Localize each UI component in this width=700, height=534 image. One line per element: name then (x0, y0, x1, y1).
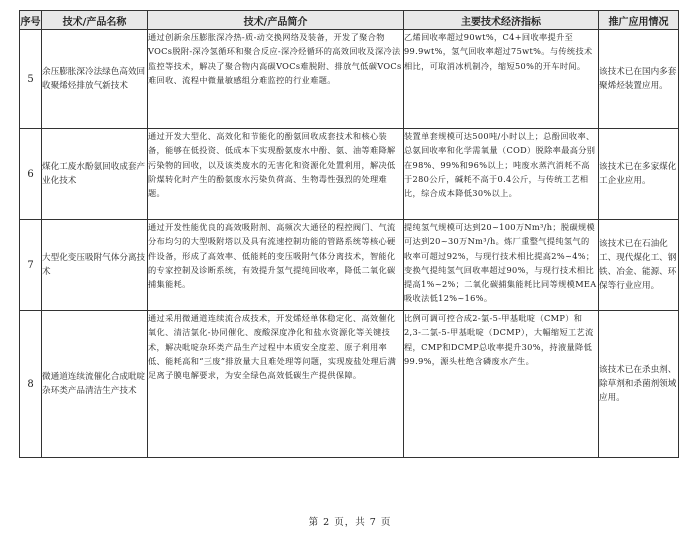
tech-status: 该技术已在国内多套聚烯烃装置应用。 (599, 30, 679, 129)
header-intro: 技术/产品简介 (148, 11, 404, 30)
page-footer: 第 2 页，共 7 页 (308, 517, 392, 528)
row-number: 6 (20, 129, 42, 220)
tech-intro: 通过开发大型化、高效化和节能化的酚氨回收成套技术和核心装备，能够在低投资、低成本下实现酚氨废水中酚、氨、油等难降解污染物的回收，以及该类废水的无害化和资源化处置利用，解决低阶煤转化时产生的酚氨废水污染负荷高、生物毒性强烈的处理难题。 (148, 129, 404, 220)
tech-intro: 通过创新余压膨胀深冷热-质-动交换网络及装备，开发了聚合物VOCs脱附-深冷氢循环和聚合反应-深冷烃循环的高效回收及深冷法监控等技术，解决了聚合物内高碳VOCs难脱附、排放气低碳VOCs难回收、流程中微量敏感组分难监控的行业难题。 (148, 30, 404, 129)
tech-indicators: 比例可调可控合成2-氯-5-甲基吡啶（CMP）和2,3-二氯-5-甲基吡啶（DCMP），大幅缩短工艺流程，CMP和DCMP总收率提升30%，持液量降低99.9%，源头杜绝含磷废水产生。 (404, 311, 599, 458)
row-number: 5 (20, 30, 42, 129)
tech-intro: 通过采用微通道连续流合成技术，开发烯烃单体稳定化、高效催化氧化、清洁氯化-协同催化、废酸深度净化和盐水资源化等关键技术，解决吡啶杂环类产品生产过程中本质安全度差、原子利用率低、能耗高和“三废”排放量大且难处理等问题，实现废盐处理后满足离子膜电解要求，为安全绿色高效低碳生产提供保障。 (148, 311, 404, 458)
tech-name: 余压膨胀深冷法绿色高效回收聚烯烃排放气新技术 (42, 30, 148, 129)
table-row (20, 30, 679, 129)
tech-status: 该技术已在杀虫剂、除草剂和杀菌剂领域应用。 (599, 311, 679, 458)
table-row (20, 311, 679, 458)
header-indicators: 主要技术经济指标 (404, 11, 599, 30)
tech-intro: 通过开发性能优良的高效吸附剂、高频次大通径的程控阀门、气流分布均匀的大型吸附塔以及具有流速控制功能的管路系统等核心硬件设备，形成了高效率、低能耗的变压吸附气体分离技术，智能化的专家控制及诊断系统，有效提升氢气提纯回收率，降低二氧化碳捕集能耗。 (148, 220, 404, 311)
table-header-row (20, 11, 679, 30)
tech-indicators: 提纯氢气规模可达到20~100万Nm³/h；脱碳规模可达到20~30万Nm³/h。炼厂重整气提纯氢气的收率可超过92%，与现行技术相比提高2%~4%；变换气提纯氢气回收率超过90%，与现行技术相比提高1%~2%；二氧化碳捕集能耗比同等规模MEA吸收法低12%~16%。 (404, 220, 599, 311)
table-row (20, 129, 679, 220)
tech-name: 煤化工废水酚氨回收成套产业化技术 (42, 129, 148, 220)
technology-table (19, 10, 679, 458)
tech-name: 大型化变压吸附气体分离技术 (42, 220, 148, 311)
row-number: 8 (20, 311, 42, 458)
table-row (20, 220, 679, 311)
tech-status: 该技术已在多家煤化工企业应用。 (599, 129, 679, 220)
row-number: 7 (20, 220, 42, 311)
tech-name: 微通道连续流催化合成吡啶杂环类产品清洁生产技术 (42, 311, 148, 458)
header-no: 序号 (20, 11, 42, 30)
header-name: 技术/产品名称 (42, 11, 148, 30)
tech-indicators: 装置单套规模可达500吨/小时以上；总酚回收率、总氨回收率和化学需氧量（COD）脱除率最高分别在98%、99%和96%以上；吨废水蒸汽消耗不高于280公斤，碱耗不高于0.4公斤，与传统工艺相比，综合成本降低30%以上。 (404, 129, 599, 220)
header-status: 推广应用情况 (599, 11, 679, 30)
tech-indicators: 乙烯回收率超过90wt%，C4+回收率提升至99.9wt%，氢气回收率超过75wt%。与传统技术相比，可取消冰机制冷，缩短50%的开车时间。 (404, 30, 599, 129)
tech-status: 该技术已在石油化工、现代煤化工、钢铁、冶金、能源、环保等行业应用。 (599, 220, 679, 311)
